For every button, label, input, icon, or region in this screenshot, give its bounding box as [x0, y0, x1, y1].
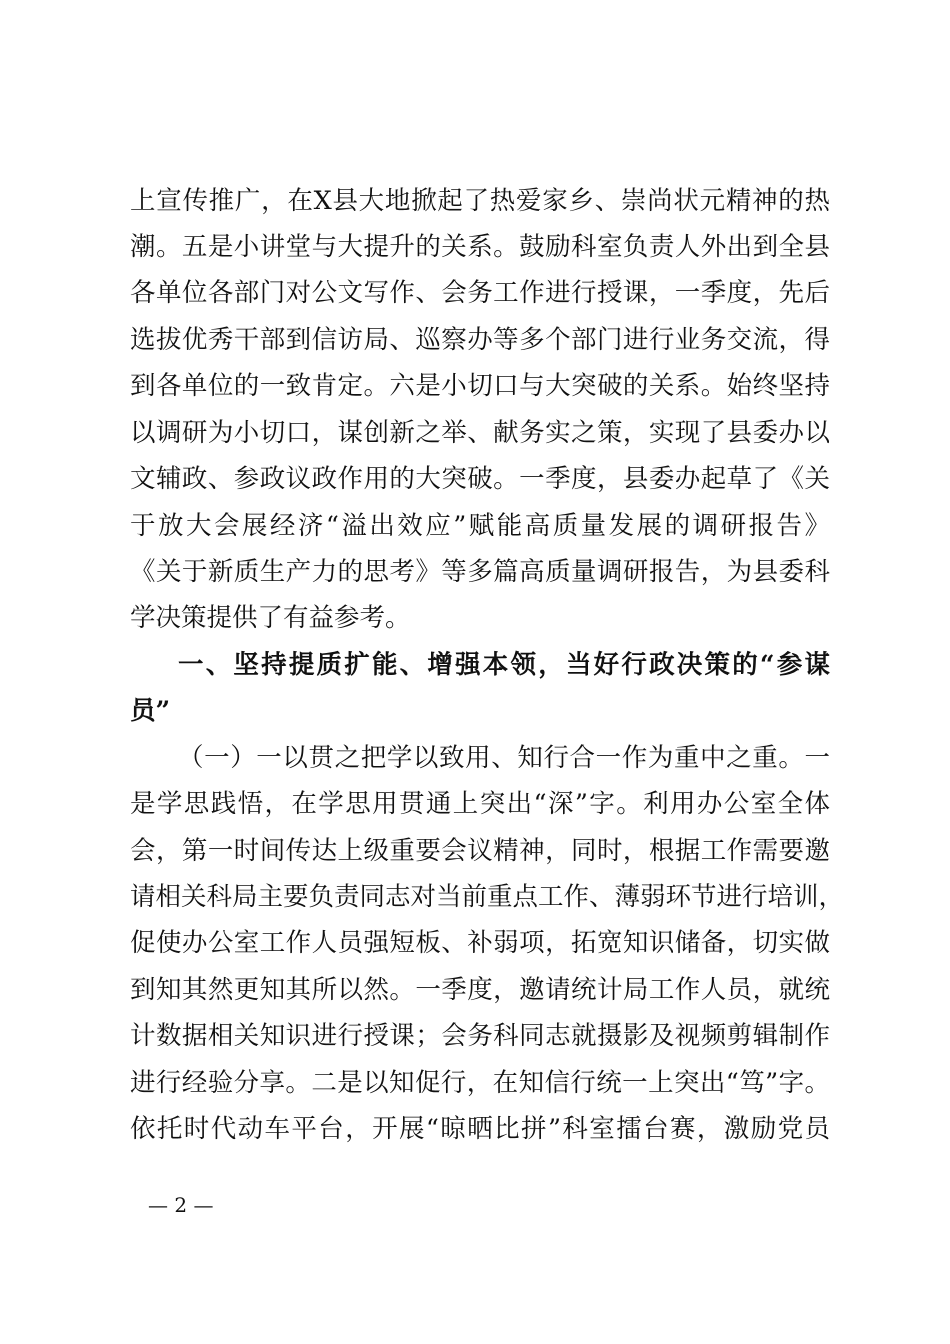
paragraph-line: 上宣传推广，在X县大地掀起了热爱家乡、崇尚状元精神的热 [130, 186, 830, 216]
paragraph-line: （一）一以贯之把学以致用、知行合一作为重中之重。一 [178, 743, 830, 773]
paragraph-line: 选拔优秀干部到信访局、巡察办等多个部门进行业务交流，得 [130, 325, 830, 355]
paragraph-line: 到各单位的一致肯定。六是小切口与大突破的关系。始终坚持 [130, 371, 830, 401]
paragraph-line: 到知其然更知其所以然。一季度，邀请统计局工作人员，就统 [130, 975, 830, 1005]
paragraph-line: 于放大会展经济“溢出效应”赋能高质量发展的调研报告》 [130, 511, 830, 541]
paragraph-line: 请相关科局主要负责同志对当前重点工作、薄弱环节进行培训， [130, 882, 845, 912]
paragraph-line: 促使办公室工作人员强短板、补弱项，拓宽知识储备，切实做 [130, 928, 830, 958]
paragraph-line: 文辅政、参政议政作用的大突破。一季度，县委办起草了《关 [130, 464, 830, 494]
paragraph-line: 计数据相关知识进行授课；会务科同志就摄影及视频剪辑制作 [130, 1021, 830, 1051]
paragraph-line: 学决策提供了有益参考。 [130, 603, 411, 633]
paragraph-line: 进行经验分享。二是以知促行，在知信行统一上突出“笃”字。 [130, 1068, 830, 1098]
paragraph-line: 潮。五是小讲堂与大提升的关系。鼓励科室负责人外出到全县 [130, 232, 830, 262]
paragraph-line: 依托时代动车平台，开展“晾晒比拼”科室擂台赛，激励党员 [130, 1114, 830, 1144]
page-number: — 2 — [148, 1193, 214, 1217]
paragraph-line: 各单位各部门对公文写作、会务工作进行授课，一季度，先后 [130, 278, 830, 308]
paragraph-line: 会，第一时间传达上级重要会议精神，同时，根据工作需要邀 [130, 836, 830, 866]
section-heading: 一、坚持提质扩能、增强本领，当好行政决策的“参谋 [178, 650, 830, 680]
section-heading: 员” [130, 696, 171, 726]
paragraph-line: 是学思践悟，在学思用贯通上突出“深”字。利用办公室全体 [130, 789, 830, 819]
paragraph-line: 以调研为小切口，谋创新之举、献务实之策，实现了县委办以 [130, 418, 830, 448]
paragraph-line: 《关于新质生产力的思考》等多篇高质量调研报告，为县委科 [130, 557, 830, 587]
